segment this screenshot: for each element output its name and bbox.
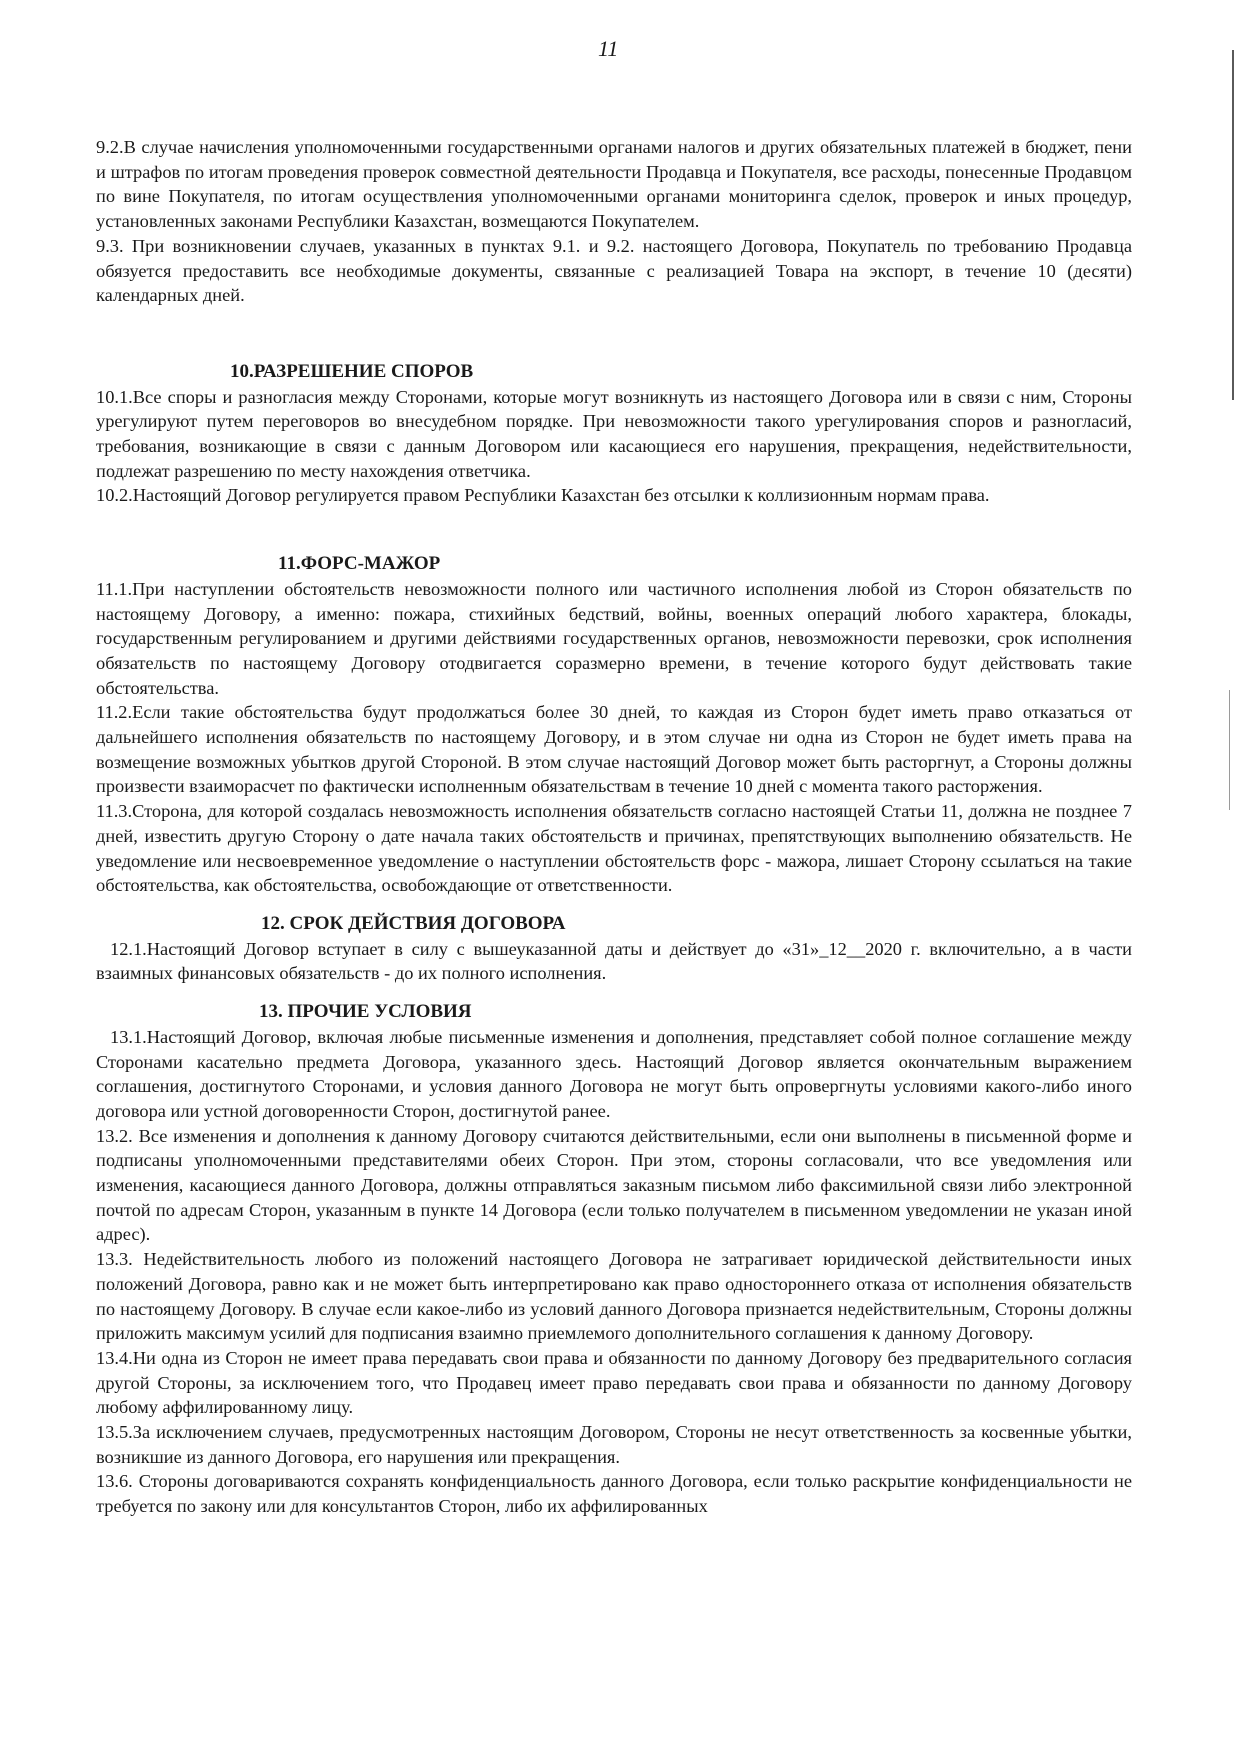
- page-number: 11: [598, 36, 619, 61]
- scan-mark: [1229, 690, 1230, 810]
- section-heading-11: 11.ФОРС-МАЖОР: [278, 553, 441, 575]
- section-heading-13: 13. ПРОЧИЕ УСЛОВИЯ: [259, 1001, 472, 1023]
- section-heading-12: 12. СРОК ДЕЙСТВИЯ ДОГОВОРА: [261, 912, 566, 934]
- paragraph-11-2: 11.2.Если такие обстоятельства будут продолжаться более 30 дней, то каждая из Сторон будет иметь право отказаться от дальнейшего исполнения обязательств по настоящему Договору, и в этом случае ни одна из Сторон не будет иметь права на возмещение возможных убытков другой Стороной. В этом случае настоящий Договор может быть расторгнут, а Стороны должны произвести взаиморасчет по фактически исполненным обязательствам в течение 10 дней с момента такого расторжения.: [96, 702, 1132, 797]
- paragraph-11-1: 11.1.При наступлении обстоятельств невозможности полного или частичного исполнения любой из Сторон обязательств по настоящему Договору, а именно: пожара, стихийных бедствий, войны, военных операций любого характера, блокады, государственным регулированием и другими действиями государственных органов, невозможности перевозки, срок исполнения обязательств по настоящему Договору отодвигается соразмерно времени, в течение которого будут действовать такие обстоятельства.: [96, 578, 1132, 698]
- paragraph-13-4: 13.4.Ни одна из Сторон не имеет права передавать свои права и обязанности по данному Договору без предварительного согласия другой Стороны, за исключением того, что Продавец имеет право передавать свои права и обязанности по данному Договору любому аффилированному лицу.: [96, 1347, 1132, 1418]
- paragraph-9-3: 9.3. При возникновении случаев, указанных в пунктах 9.1. и 9.2. настоящего Договора, Покупатель по требованию Продавца обязуется предоставить все необходимые документы, связанные с реализацией Товара на экспорт, в течение 10 (десяти) календарных дней.: [96, 235, 1132, 306]
- paragraph-10-1: 10.1.Все споры и разногласия между Сторонами, которые могут возникнуть из настоящего Договора или в связи с ним, Стороны урегулируют путем переговоров во внесудебном порядке. При невозможности такого урегулирования споров и разногласий, требования, возникающие в связи с данным Договором или касающиеся его нарушения, прекращения, недействительности, подлежат разрешению по месту нахождения ответчика.: [96, 386, 1132, 481]
- scan-edge-line: [1232, 50, 1234, 400]
- paragraph-13-5: 13.5.За исключением случаев, предусмотренных настоящим Договором, Стороны не несут ответственность за косвенные убытки, возникшие из данного Договора, его нарушения или прекращения.: [96, 1422, 1132, 1467]
- paragraph-13-6: 13.6. Стороны договариваются сохранять конфиденциальность данного Договора, если только раскрытие конфиденциальности не требуется по закону или для консультантов Сторон, либо их аффилированных: [96, 1471, 1132, 1517]
- paragraph-11-3: 11.3.Сторона, для которой создалась невозможность исполнения обязательств согласно настоящей Статьи 11, должна не позднее 7 дней, известить другую Сторону о дате начала таких обстоятельств и причинах, препятствующих выполнению обязательств. Не уведомление или несвоевременное уведомление о наступлении обстоятельств форс - мажора, лишает Сторону ссылаться на такие обстоятельства, как обстоятельства, освобождающие от ответственности.: [96, 801, 1132, 896]
- paragraph-10-2: 10.2.Настоящий Договор регулируется правом Республики Казахстан без отсылки к коллизионным нормам права.: [96, 485, 990, 506]
- paragraph-9-2: 9.2.В случае начисления уполномоченными государственными органами налогов и других обязательных платежей в бюджет, пени и штрафов по итогам проведения проверок совместной деятельности Продавца и Покупателя, все расходы, понесенные Продавцом по вине Покупателя, по итогам осуществления уполномоченными органами мониторинга сделок, проверок и иных процедур, установленных законами Республики Казахстан, возмещаются Покупателем.: [96, 137, 1132, 232]
- paragraph-13-2: 13.2. Все изменения и дополнения к данному Договору считаются действительными, если они выполнены в письменной форме и подписаны уполномоченными представителями обеих Сторон. При этом, стороны согласовали, что все уведомления или изменения, касающиеся данного Договора, должны отправляться заказным письмом либо факсимильной связи либо электронной почтой по адресам Сторон, указанным в пункте 14 Договора (если только получателем в письменном уведомлении не указан иной адрес).: [96, 1125, 1132, 1245]
- section-heading-10: 10.РАЗРЕШЕНИЕ СПОРОВ: [230, 360, 474, 382]
- paragraph-13-1: 13.1.Настоящий Договор, включая любые письменные изменения и дополнения, представляет собой полное соглашение между Сторонами касательно предмета Договора, указанного здесь. Настоящий Договор является окончательным выражением соглашения, достигнутого Сторонами, и условия данного Договора не могут быть опровергнуты условиями какого-либо иного договора или устной договоренности Сторон, достигнутой ранее.: [96, 1026, 1132, 1121]
- document-body: [96, 135, 1132, 1519]
- paragraph-12-1: 12.1.Настоящий Договор вступает в силу с вышеуказанной даты и действует до «31»_12__2020 г. включительно, а в части взаимных финансовых обязательств - до их полного исполнения.: [96, 938, 1132, 984]
- paragraph-13-3: 13.3. Недействительность любого из положений настоящего Договора не затрагивает юридической действительности иных положений Договора, равно как и не может быть интерпретировано как право одностороннего отказа от исполнения обязательств по настоящему Договору. В случае если какое-либо из условий данного Договора признается недействительным, Стороны должны приложить максимум усилий для подписания взаимно приемлемого дополнительного соглашения к данному Договору.: [96, 1249, 1132, 1344]
